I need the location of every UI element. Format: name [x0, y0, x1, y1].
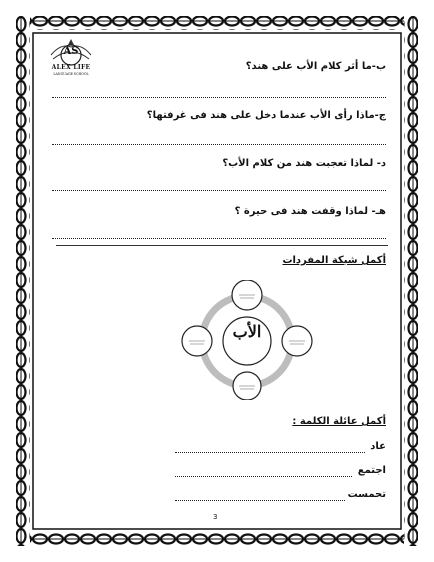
word-family-heading: أكمل عائلة الكلمة :: [292, 416, 386, 427]
section-divider: [56, 245, 388, 246]
word-family-label-3: تحمست: [347, 489, 386, 500]
web-node-top[interactable]: [232, 280, 262, 310]
word-family-label-1: عاد: [370, 441, 386, 452]
word-family-answer-1[interactable]: [175, 452, 365, 453]
word-family-label-2: اجتمع: [357, 465, 386, 476]
word-family-answer-2[interactable]: [175, 476, 352, 477]
logo-name: ALEX LIFE: [51, 64, 91, 71]
answer-line-b[interactable]: [52, 97, 386, 98]
page-number: 3: [213, 513, 218, 521]
school-logo: [41, 37, 101, 83]
logo-tagline: LANGUAGE SCHOOL: [53, 72, 89, 76]
web-node-left[interactable]: [182, 326, 212, 356]
question-c: ج-ماذا رأى الأب عندما دخل على هند فى غرفتها؟: [146, 110, 386, 121]
web-center-word: الأب: [232, 322, 262, 341]
web-node-bottom[interactable]: [233, 372, 261, 400]
web-node-right[interactable]: [282, 326, 312, 356]
logo-monogram: AS: [63, 46, 79, 57]
answer-line-c[interactable]: [52, 144, 386, 145]
question-e: هـ- لماذا وقفت هند فى حيرة ؟: [234, 206, 386, 217]
question-b: ب-ما أثر كلام الأب على هند؟: [245, 61, 386, 72]
answer-line-d[interactable]: [52, 190, 386, 191]
answer-line-e[interactable]: [52, 238, 386, 239]
question-d: د- لماذا تعجبت هند من كلام الأب؟: [222, 158, 386, 169]
vocab-web-heading: أكمل شبكة المفردات: [282, 255, 386, 266]
word-family-answer-3[interactable]: [175, 500, 345, 501]
